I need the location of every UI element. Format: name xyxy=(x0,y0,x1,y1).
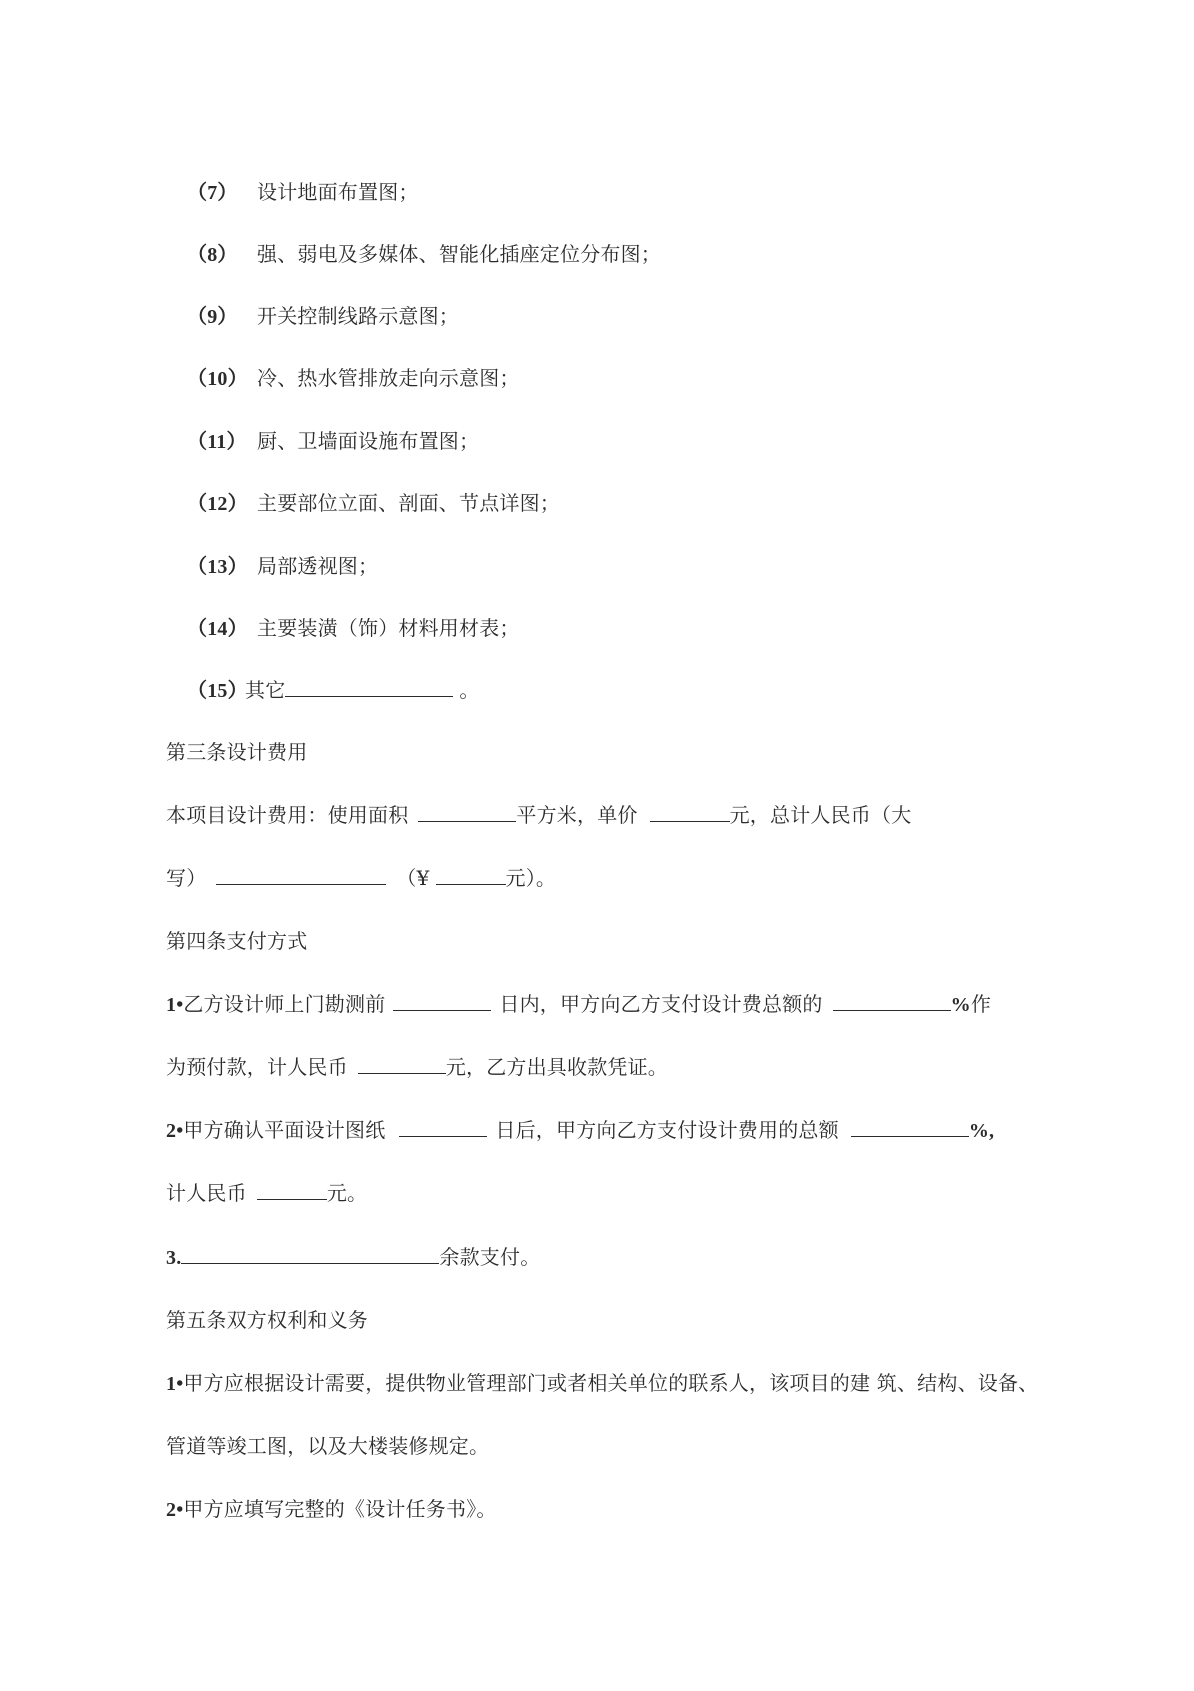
percent-blank[interactable] xyxy=(851,1116,969,1137)
article-4-clause-3 xyxy=(166,1243,540,1272)
fee-text-f: 元）。 xyxy=(505,866,557,890)
list-item-text: 开关控制线路示意图； xyxy=(257,304,459,328)
list-item-number: （12） xyxy=(187,493,248,515)
article-5-clause-2 xyxy=(166,1495,497,1524)
list-item-number: （13） xyxy=(187,556,248,578)
list-item-number: （11） xyxy=(187,431,247,453)
article-4-clause-2 xyxy=(166,1116,994,1145)
list-item-suffix: 。 xyxy=(459,678,480,702)
list-item-text: 主要装潢（饰）材料用材表； xyxy=(257,616,520,640)
fee-text-e: （¥ xyxy=(396,866,430,890)
percent-blank[interactable] xyxy=(833,990,951,1011)
list-item-text: 强、弱电及多媒体、智能化插座定位分布图； xyxy=(257,242,661,266)
list-item-number: （10） xyxy=(187,368,248,390)
clause-text: 甲方应填写完整的《设计任务书》。 xyxy=(183,1497,497,1521)
balance-blank[interactable] xyxy=(181,1243,439,1264)
article-4-heading: 第四条支付方式 xyxy=(166,929,308,953)
list-item-number: （7） xyxy=(187,182,238,204)
fee-text-c: 元，总计人民币（大 xyxy=(729,803,912,827)
days-blank[interactable] xyxy=(399,1116,487,1137)
clause-number: 3. xyxy=(166,1247,182,1269)
clause-text: 作 xyxy=(970,992,992,1016)
list-item xyxy=(187,489,560,518)
article-5-clause-1 xyxy=(166,1369,1038,1398)
clause-text: 日内，甲方向乙方支付设计费总额的 xyxy=(499,992,823,1016)
list-item xyxy=(187,240,661,269)
list-item-number: （15） xyxy=(187,680,248,702)
days-blank[interactable] xyxy=(393,990,491,1011)
clause-text: 元。 xyxy=(326,1181,368,1205)
list-item xyxy=(187,552,378,581)
percent-sign: % xyxy=(950,994,971,1016)
list-item-number: （8） xyxy=(187,244,238,266)
list-item-text: 其它 xyxy=(245,678,286,702)
clause-text: 乙方设计师上门勘测前 xyxy=(183,992,386,1016)
article-3-fee-line xyxy=(166,801,911,829)
clause-text: 计人民币 xyxy=(166,1181,247,1205)
clause-number: 2• xyxy=(166,1120,184,1142)
article-3-fee-line-2 xyxy=(166,864,556,892)
list-item-text: 冷、热水管排放走向示意图； xyxy=(257,366,520,390)
list-item xyxy=(187,178,419,207)
list-item-text: 设计地面布置图； xyxy=(257,180,419,204)
article-3-heading: 第三条设计费用 xyxy=(166,740,308,764)
list-item xyxy=(187,364,520,393)
area-blank[interactable] xyxy=(418,801,516,822)
fee-text-b: 平方米，单价 xyxy=(516,803,638,827)
clause-text: 甲方应根据设计需要，提供物业管理部门或者相关单位的联系人，该项目的建 筑、结构、设备、 xyxy=(183,1371,1039,1395)
list-item xyxy=(187,614,520,643)
clause-text: 元，乙方出具收款凭证。 xyxy=(445,1055,669,1079)
amount-blank[interactable] xyxy=(257,1179,327,1200)
clause-number: 1• xyxy=(166,1373,184,1395)
percent-sign: %, xyxy=(968,1120,995,1142)
total-uppercase-blank[interactable] xyxy=(216,864,386,885)
fill-blank[interactable] xyxy=(285,676,453,697)
clause-text: 余款支付。 xyxy=(439,1245,541,1269)
clause-text: 为预付款，计人民币 xyxy=(166,1055,348,1079)
article-5-heading: 第五条双方权利和义务 xyxy=(166,1308,368,1332)
clause-number: 2• xyxy=(166,1499,184,1521)
article-4-clause-1 xyxy=(166,990,991,1019)
list-item-number: （9） xyxy=(187,306,238,328)
clause-number: 1• xyxy=(166,994,184,1016)
prepayment-blank[interactable] xyxy=(358,1053,446,1074)
article-5-clause-1-cont: 管道等竣工图，以及大楼装修规定。 xyxy=(166,1434,490,1458)
clause-text: 甲方确认平面设计图纸 xyxy=(183,1118,386,1142)
list-item xyxy=(187,427,479,456)
article-4-clause-2-cont xyxy=(166,1179,367,1207)
list-item-text: 主要部位立面、剖面、节点详图； xyxy=(257,491,560,515)
total-amount-blank[interactable] xyxy=(436,864,506,885)
fee-text-a: 本项目设计费用：使用面积 xyxy=(166,803,409,827)
list-item xyxy=(187,676,480,705)
list-item-text: 厨、卫墙面设施布置图； xyxy=(257,429,480,453)
list-item xyxy=(187,302,459,331)
list-item-text: 局部透视图； xyxy=(257,554,379,578)
list-item-number: （14） xyxy=(187,618,248,640)
fee-text-d: 写） xyxy=(166,866,207,890)
unit-price-blank[interactable] xyxy=(650,801,730,822)
article-4-clause-1-cont xyxy=(166,1053,668,1081)
clause-text: 日后，甲方向乙方支付设计费用的总额 xyxy=(495,1118,839,1142)
